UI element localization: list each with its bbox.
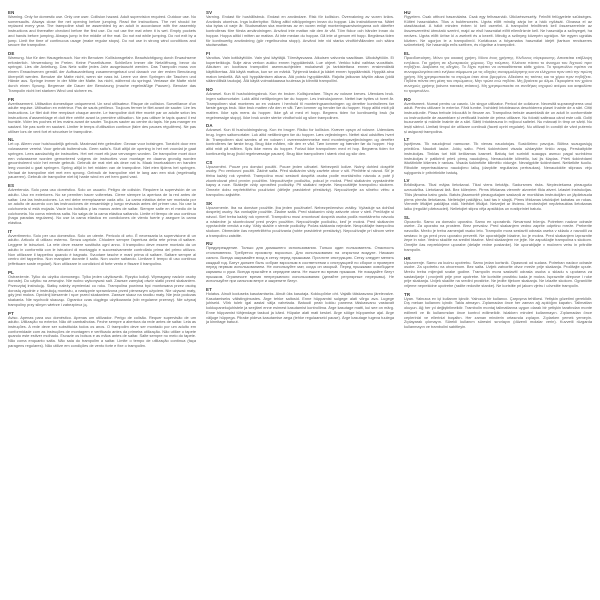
- language-code: IT: [8, 228, 13, 234]
- language-code: NO: [206, 87, 213, 93]
- warning-text: Upozornění. Pouze pro domácí použití. Pouze jeden uživatel. Nebezpečí kolize. Nutný dohled dospělé osoby. Pro venkovní použití. Žádné salta. Před skákáním vždy zavřete otvor v síti. Přečtěte si návod. Síť je třeba každý rok vyměnit. Trampolínu musí sestavit dospělá osoba podle montážního návodu a poté ji zkontrolovat před prvním použitím. Nepoužívejte podložku, pokud je mokrá. Před skákáním vyprázdněte kapsy a ruce. Skákejte vždy uprostřed podložky. Při skákání nejezte. Neopouštějte trampolínu skokem. Omezte dobu nepřetržitého používání (dělejte pravidelné přestávky). Nepoužívejte za silného větru a trampolínu zajistěte.: [206, 163, 394, 197]
- language-section: [206, 160, 394, 198]
- warning-text: Varoitus. Vain kotikäyttöön. Vain yksi käyttäjä. Törmäysvaara. Aikuisen valvonta vaaditaan. Ulkokäyttöön. Ei kuperkeikkoja. Sulje aina verkon aukko ennen hyppäämistä. Lue ohjeet. Verkko tulisi vaihtaa vuosittain. Aikuisen on koottava trampoliini asennusohjeiden mukaisesti ja tarkistettava ennen ensimmäistä käyttökertaa. Älä käytä mattoa, kun se on märkä. Tyhjennä taskut ja kädet ennen hyppäämistä. Hyppää aina maton keskellä. Älä syö hyppäämisen aikana. Älä poistu hyppäämällä. Rajoita jatkuvan käytön aikaa (pidä säännöllisiä taukoja). Älä käytä voimakkaassa tuulessa ja kiinnitä trampoliini.: [206, 54, 394, 84]
- warning-text: Предупреждение. Только для домашнего использования. Только один пользователь. Опасность столкновения. Требуется присмотр взрослых. Для использования на открытом воздухе. Никаких сальто. Всегда закрывайте вход в сетку перед прыжками. Прочтите инструкцию. Сетку следует менять каждый год. Батут должен быть собран взрослым в соответствии с инструкцией по сборке и проверен перед первым использованием. Не используйте мат, когда он мокрый. Перед прыжками освободите карманы и руки. Всегда прыгайте в середине мата. Не ешьте во время прыжков. Не покидайте батут прыжком. Ограничьте время непрерывного использования (делайте регулярные перерывы). Не используйте при сильном ветре и закрепите батут.: [206, 245, 394, 284]
- language-section: [404, 51, 592, 94]
- language-code: EN: [8, 10, 15, 15]
- language-section: [206, 10, 394, 48]
- language-section: [8, 183, 196, 226]
- language-section: [404, 178, 592, 211]
- language-section: [8, 270, 196, 308]
- language-code: NL: [8, 137, 15, 143]
- language-section: [404, 256, 592, 289]
- language-code: SL: [404, 214, 411, 220]
- columns-container: [8, 10, 592, 594]
- language-section: [404, 215, 592, 253]
- warning-text: Aviso. Apenas para uso doméstico. Apenas um utilizador. Perigo de colisão. Requer supervisão de um adulto. Utilização no exterior. Não dê cambalhotas. Feche sempre a abertura da rede antes de saltar. Leia as instruções. A rede deve ser substituída todos os anos. O trampolim deve ser montado por um adulto em conformidade com as instruções de montagem e verificado antes da primeira utilização. Não utilize o tapete quando este estiver molhado. Esvazie os bolsos e as mãos antes de saltar. Salte sempre no meio do tapete. Não coma enquanto salta. Não saia do trampolim a saltar. Limite o tempo de utilização contínua (faça paragens regulares). Não utilize em condições de vento forte e fixe o trampolim.: [8, 314, 196, 348]
- text-column: [206, 10, 394, 594]
- language-code: EL: [404, 50, 411, 56]
- language-section: [206, 51, 394, 84]
- language-section: [206, 201, 394, 239]
- warning-text: Advarsel. Kun til husholdningsbrug. Kun én bruger. Risiko for kollision. Kræver opsyn af voksne. Udendørs brug. Ingen saltomortaler. Luk altid netåbningen før du hopper. Læs vejledningen. Nettet skal udskiftes hvert år. Trampolinen skal samles af en voksen i overensstemmelse med monteringsvejledningen og derefter kontrolleres før første brug. Brug ikke måtten, når den er våd. Tøm lommer og hænder før du hopper. Hop altid midt på måtten. Spis ikke mens du hopper. Forlad ikke trampolinen med et hop. Begræns tiden for kontinuerlig brug (hold regelmæssige pauser). Brug ikke trampolinen i stærk vind og sikr den.: [206, 127, 394, 156]
- language-section: [8, 51, 196, 94]
- language-section: [206, 287, 394, 325]
- warning-text: Avvertimento. Solo per uso domestico. Solo un utente. Pericolo di urto. È necessaria la supervisione di un adulto. Articolo di utilizzo esterno. Senza capriole. Chiudere sempre l'apertura della rete prima di saltare. Leggere le istruzioni. La rete deve essere sostituita ogni anno. Il trampolino deve essere montato da un adulto in conformità con le istruzioni di montaggio e successivamente controllato prima del primo utilizzo. Non utilizzare il tappetino quando è bagnato. Svuotare tasche e mani prima di saltare. Saltare sempre al centro del tappetino. Non mangiare durante il salto. Non uscire saltando. Limitare il tempo di uso continuo (effettuare soste regolari). Non utilizzare in condizioni di forte vento e fissare il trampolino.: [8, 232, 196, 266]
- language-code: ET: [206, 287, 213, 293]
- language-code: CS: [206, 159, 213, 165]
- language-code: ES: [8, 183, 15, 189]
- text-column: [8, 10, 196, 594]
- warning-text: Avertisment. Numai pentru uz casnic. Un singur utilizator. Pericol de coliziune. Necesită supravegherea unui adult. Pentru utilizare în exterior. Fără tumbe. Închideți întotdeauna deschiderea plasei înainte de a sări. Citiți instrucțiunile. Plasa trebuie înlocuită în fiecare an. Trampolina trebuie asamblată de un adult în conformitate cu instrucțiunile de asamblare și verificată înainte de prima utilizare. Nu folosiți salteaua când este udă. Goliți buzunarele și mâinile înainte de a sări. Săriți întotdeauna în mijlocul saltelei. Nu mâncați în timp ce săriți. Nu ieșiți sărind. Limitați timpul de utilizare continuă (faceți opriri regulate). Nu utilizați în condiții de vânt puternic și asigurați trampolina.: [404, 100, 592, 134]
- warning-text: Advarsel. Kun til husholdningsbruk. Kun én bruker. Kollisjonsfare. Tilsyn av voksne kreves. Utendørs bruk. Ingen saltomortaler. Lukk alltid nettåpningen før du hopper. Les instruksjonene. Nettet bør byttes ut hvert år. Trampolinen skal monteres av en voksen i henhold til monteringsanvisningen og deretter kontrolleres før første gangs bruk. Ikke bruk matten når den er våt. Tøm lommer og hender før du hopper. Hopp alltid midt på matten. Ikke spis mens du hopper. Ikke gå ut med et hopp. Begrens tiden for kontinuerlig bruk (ta regelmessige stopp). Ikke bruk under sterke vindforhold og sikre trampolinen.: [206, 91, 394, 120]
- language-section: [206, 241, 394, 284]
- language-code: TR: [404, 291, 411, 297]
- language-code: FI: [206, 50, 211, 56]
- language-section: [8, 10, 196, 48]
- warning-text: Let op. Alleen voor huishoudelijk gebruik. Maximaal één gebruiker. Gevaar voor botsingen. Toezicht door een volwassene vereist. Voor gebruik buitenshuis. Geen salto's. Sluit altijd de opening in het net voordat je gaat springen. Lees aandachtig de instructies. Het net moet elk jaar vervangen worden. De trampoline moet door een volwassene worden gemonteerd volgens de instructies voor montage en daarna grondig worden gecontroleerd vóór het eerste gebruik. Gebruik de mat niet als deze nat is. Maak broekzakken en handen leeg voordat u gaat springen. Spring altijd in het midden van de trampoline. Niet eten tijdens het springen. Verlaat de trampoline niet met een sprong. Gebruik de trampoline niet te lang aan een stuk (regelmatig pauzeren). Gebruik de trampoline niet bij harde wind en zet hem goed vast.: [8, 141, 196, 180]
- language-section: [404, 10, 592, 48]
- text-column: [404, 10, 592, 594]
- warning-text: Warnung. Nur für den Hausgebrauch. Nur ein Benutzer. Kollisionsgefahr. Beaufsichtigung durch Erwachsene erforderlich. Verwendung im Freien. Keine Purzelbäume. Schließen Immer die Netzöffnung, bevor du springst. Lies die Anleitung. Das Netz sollte jedes Jahr ausgetauscht werden. Das Trampolin muss von einem Erwachsenen gemäß der Aufbauanleitung zusammengebaut und danach vor der ersten Benutzung überprüft werden. Benutze die Matte nicht, wenn sie nass ist. Leere vor dem Springen die Taschen und Hände aus. Springe immer in der Mitte der Matte. Iss nicht, während du springst. Verlasse die Matte nicht durch einen Sprung. Begrenze die Dauer der Benutzung (mache regelmäßige Pausen). Benutze das Trampolin nicht bei starkem Wind und sichere es.: [8, 54, 196, 93]
- language-code: DA: [206, 123, 213, 129]
- warning-text: Προειδοποίηση. Μόνο για οικιακή χρήση. Μόνο ένας χρήστης. Κίνδυνος σύγκρουσης. Απαιτείται επίβλεψη ενηλίκου. Για χρήση σε εξωτερικούς χώρους. Όχι τούμπες. Κλείνετε πάντα το άνοιγμα του διχτυού πριν πηδήξετε. Διαβάστε τις οδηγίες. Το δίχτυ πρέπει να αντικαθίσταται κάθε χρόνο. Το τραμπολίνο πρέπει να συναρμολογείται από ενήλικα σύμφωνα με τις οδηγίες συναρμολόγησης και να ελέγχεται πριν από την πρώτη χρήση. Μη χρησιμοποιείτε το στρώμα όταν είναι βρεγμένο. Αδειάστε τις τσέπες και τα χέρια πριν πηδήξετε. Πηδάτε πάντα στη μέση του στρώματος. Μην τρώτε ενώ πηδάτε. Μη βγαίνετε με άλμα. Περιορίστε τον χρόνο συνεχούς χρήσης (κάνετε τακτικές στάσεις). Μη χρησιμοποιείτε σε συνθήκες ισχυρού ανέμου και ασφαλίστε το τραμπολίνο.: [404, 54, 592, 93]
- language-section: [8, 137, 196, 180]
- language-section: [206, 123, 394, 156]
- warning-text: Advertencia. Solo para uso doméstico. Solo un usuario. Peligro de colisión. Requiere la supervisión de un adulto. Uso en exteriores. No se permiten hacer volteretas. Cierre siempre la apertura de la red antes de saltar. Lea las instrucciones. La red debe reemplazarse cada año. La cama elástica debe ser montada por un adulto de acuerdo con las instrucciones de ensamblaje y luego revisada antes del primer uso. No use la colchoneta si está mojada. Vacíe los bolsillos y las manos antes de saltar. Siempre salte en el medio de la colchoneta. No coma mientras salta. No salga de la cama elástica saltando. Limite el tiempo de uso continuo (haga paradas regulares). No use la cama elástica en condiciones de viento fuerte y asegure la cama elástica.: [8, 187, 196, 226]
- warning-text: Upozorenje. Samo za kućnu upotrebu. Samo jedan korisnik. Opasnost od sudara. Potreban nadzor odrasle osobe. Za upotrebu na otvorenom. Bez salta. Uvijek zatvorite otvor mreže prije skakanja. Pročitajte upute. Mrežu treba mijenjati svake godine. Trampolin mora sastaviti odrasla osoba u skladu s uputama za sastavljanje i provjeriti prije prve upotrebe. Ne koristite prostirku kada je mokra. Ispraznite džepove i ruke prije skakanja. Uvijek skačite na sredini prostirke. Ne jedite tijekom skakanja. Ne izlazite skokom. Ograničite vrijeme neprekidne upotrebe (radite redovite stanke). Ne koristite pri jakom vjetru i učvrstite trampolin.: [404, 259, 592, 289]
- language-code: SK: [206, 200, 213, 206]
- language-section: [206, 87, 394, 120]
- warning-text: Warning. Only for domestic use. Only one user. Collision hazard. Adult supervision required. Outdoor use. No somersaults. Always close the net opening before jumping. Read the instructions. The net should be replaced every year. The trampoline shall be assembled by an adult in accordance with the assembly instructions and thereafter checked before the first use. Do not use the mat when it is wet. Empty pockets and hands before jumping. Always jump in the middle of the mat. Do not eat while jumping. Do not exit by a jump. Limit the time of continuous usage (make regular stops). Do not use in strong wind conditions and secure the trampoline.: [8, 14, 196, 48]
- warning-text: Upozornenie. Iba na domáce použitie. Iba jeden používateľ. Nebezpečenstvo zrážky. Vyžaduje sa dohľad dospelej osoby. Na vonkajšie použitie. Žiadne saltá. Pred skákaním vždy zatvorte otvor v sieti. Prečítajte si návod. Sieť treba každý rok vymeniť. Trampolínu musí zmontovať dospelá osoba podľa montážneho návodu a následne ju skontrolovať pred prvým použitím. Nepoužívajte podložku, keď je mokrá. Pred skákaním vyprázdnite vrecká a ruky. Vždy skáčte v strede podložky. Počas skákania nejedzte. Neopúšťajte trampolínu skokom. Obmedzte čas nepretržitého používania (robte pravidelné prestávky). Nepoužívajte pri silnom vetre a trampolínu zaistite.: [206, 204, 394, 238]
- warning-text: Hoiatus. Ainult koduseks kasutamiseks. Ainult üks kasutaja. Kokkupõrke oht. Vajalik täiskasvanu järelevalve. Kasutamiseks välistingimustes. Ärge tehke saltosid. Enne hüppamist sulgege alati võrgu ava. Lugege juhiseid. Võrk tuleb igal aastal välja vahetada. Batuudi peab kokku panema täiskasvanu vastavalt kokkupanekujuhistele ja seejärel enne esimest kasutamist kontrollima. Ärge kasutage matti, kui see on märg. Enne hüppamist tühjendage taskud ja käed. Hüpake alati mati keskel. Ärge sööge hüppamise ajal. Ärge väljuge hüppega. Piirake pideva kasutamise aega (tehke regulaarseid pause). Ärge kasutage tugeva tuulega ja kinnitage batuut.: [206, 291, 394, 325]
- warning-text: Brīdinājums. Tikai mājas lietošanai. Tikai viens lietotājs. Sadursmes risks. Nepieciešama pieaugušo uzraudzība. Lietošanai ārā. Bez kūleņiem. Pirms lēkšanas vienmēr aizveriet tīkla atveri. Izlasiet instrukcijas. Tīkls jāmaina katru gadu. Batuts jāsamontē pieaugušajam saskaņā ar montāžas instrukcijām un jāpārbauda pirms pirmās lietošanas. Nelietojiet paklājiņu, kad tas ir slapjš. Pirms lēkšanas iztukšojiet kabatas un rokas. Vienmēr lēkājiet paklājiņa vidū. Neēdiet lēkājot. Neizejiet ar lēcienu. Ierobežojiet nepārtrauktas lietošanas laiku (regulāri pārtrauciet). Nelietojiet stipra vēja apstākļos un nostipriniet batutu.: [404, 182, 592, 211]
- language-code: DE: [8, 50, 15, 56]
- language-code: RO: [404, 96, 411, 102]
- warning-text: Varning. Endast för hushållsbruk. Endast en användare. Risk för kollision. Övervakning av vuxen krävs. Används utomhus. Inga kullerbyttor. Stäng alltid nätöppningen innan du hoppar. Läs instruktionerna. Nätet ska bytas ut varje år. Studsmattan ska monteras av en vuxen enligt monteringsanvisningarna och därefter kontrolleras före första användningen. Använd inte mattan när den är våt. Töm fickor och händer innan du hoppar. Hoppa alltid i mitten av mattan. Ät inte medan du hoppar. Gå inte ut genom ett hopp. Begränsa tiden för kontinuerlig användning (gör regelbundna stopp). Använd inte vid starka vindförhållanden och säkra studsmattan.: [206, 14, 394, 48]
- language-code: HR: [404, 255, 411, 261]
- warning-text: Įspėjimas. Tik naudojimui namuose. Tik vienas naudotojas. Susidūrimo pavojus. Būtina suaugusiųjų priežiūra. Naudoti lauke. Jokių salto. Prieš šokinėdami visada uždarykite tinklo angą. Perskaitykite instrukcijas. Tinklas turi būti keičiamas kasmet. Batutą turi surinkti suaugęs asmuo pagal surinkimo instrukcijas ir patikrinti prieš pirmą naudojimą. Nenaudokite kilimėlio, kai jis šlapias. Prieš šokinėdami ištuštinkite kišenes ir rankas. Visada šokinėkite kilimėlio viduryje. Nevalgykite šokinėdami. Neišeikite šuoliu. Ribokite nepertraukiamo naudojimo laiką (darykite reguliarias pertraukas). Nenaudokite stipraus vėjo sąlygomis ir pritvirtinkite batutą.: [404, 141, 592, 175]
- language-code: HU: [404, 10, 411, 15]
- warning-text: Avertissement. Utilisation domestique uniquement. Un seul utilisateur. Risque de collision. Surveillance d'un adulte requise. Utilisation en extérieur. Pas de sauts périlleux. Toujours fermer le filet avant de sauter. Lire les instructions. Le filet doit être remplacé chaque année. Le trampoline doit être monté par un adulte selon les instructions d'assemblage et doit être vérifié avant la première utilisation. Ne pas utiliser le tapis quand il est humide. Vider les poches et les mains avant de sauter. Toujours sauter au centre du tapis. Ne pas manger en sautant. Ne pas sortir en sautant. Limiter le temps d'utilisation continue (faire des pauses régulières). Ne pas utiliser lors de vent fort et sécuriser le trampoline.: [8, 100, 196, 134]
- language-code: SV: [206, 10, 213, 15]
- language-section: [404, 137, 592, 175]
- language-code: RU: [206, 241, 213, 247]
- language-section: [404, 97, 592, 135]
- language-section: [8, 229, 196, 267]
- warning-text: Opozorilo. Samo za domačo uporabo. Samo en uporabnik. Nevarnost trčenja. Potreben nadzor odrasle osebe. Za uporabo na prostem. Brez prevalov. Pred skakanjem vedno zaprite odprtino mreže. Preberite navodila. Mrežo je treba zamenjati vsako leto. Trampolin mora sestaviti odrasla oseba v skladu z navodili za sestavo in ga pred prvo uporabo preveriti. Ne uporabljajte blazine, ko je mokra. Pred skakanjem izpraznite žepe in roke. Vedno skačite na sredini blazine. Med skakanjem ne jejte. Ne zapuščajte trampolina s skokom. Omejite čas neprekinjene uporabe (delajte redne postanke). Ne uporabljajte v močnem vetru in pritrdite trampolin.: [404, 218, 592, 252]
- language-section: [404, 292, 592, 330]
- language-code: LV: [404, 178, 410, 184]
- warning-text: Uyarı. Yalnızca ev içi kullanım içindir. Yalnızca bir kullanıcı. Çarpışma tehlikesi. Yetişkin gözetimi gereklidir. Dış mekan kullanımı içindir. Takla atmayın. Zıplamadan önce her zaman ağ açıklığını kapatın. Talimatları okuyun. Ağ her yıl değiştirilmelidir. Trambolin montaj talimatlarına uygun olarak bir yetişkin tarafından monte edilmeli ve ilk kullanımdan önce kontrol edilmelidir. Islakken minderi kullanmayın. Zıplamadan önce ceplerinizi ve ellerinizi boşaltın. Her zaman minderin ortasında zıplayın. Zıplarken yemek yemeyin. Zıplayarak çıkmayın. Sürekli kullanım süresini sınırlayın (düzenli molalar verin). Kuvvetli rüzgarda kullanmayın ve trambolini sabitleyin.: [404, 295, 592, 329]
- language-code: FR: [8, 96, 15, 102]
- language-section: [8, 97, 196, 135]
- language-section: [8, 311, 196, 349]
- warning-text: Figyelem. Csak otthoni használatra. Csak egy felhasználó. Ütközésveszély. Felnőtt felügyelete szükséges. Kültéri használatra. Tilos a bukfencezés. Ugrás előtt mindig zárja be a háló nyílását. Olvassa el az utasításokat. A hálót minden évben ki kell cserélni. A trampolint felnőttnek kell összeszerelnie az összeszerelési útmutató szerint, majd az első használat előtt ellenőriznie kell. Ne használja a szőnyeget, ha nedves. Ugrás előtt ürítse ki a zsebeit és a kezeit. Mindig a szőnyeg közepén ugráljon. Ne egyen ugrálás közben. Ne ugorjon le a trampolinról. Korlátozza a folyamatos használat idejét (tartson rendszeres szüneteket). Ne használja erős szélben, és rögzítse a trampolint.: [404, 14, 592, 48]
- warning-text: Ostrzeżenie. Tylko do użytku domowego. Tylko jeden użytkownik. Ryzyko kolizji. Wymagany nadzór osoby dorosłej. Do użytku na zewnątrz. Nie wolno wykonywać salt. Zawsze zamykaj otwór siatki przed skakaniem. Przeczytaj instrukcję. Siatkę należy wymieniać co roku. Trampolina powinna być montowana przez osobę dorosłą zgodnie z instrukcją montażu, a następnie sprawdzona przed pierwszym użyciem. Nie używać maty, gdy jest mokra. Opróżnij kieszenie i ręce przed skakaniem. Zawsze skacz na środku maty. Nie jedz podczas skakania. Nie wychodź skacząc. Ogranicz czas ciągłego użytkowania (rób regularne przerwy). Nie używaj trampoliny przy silnym wietrze i zabezpiecz ją.: [8, 273, 196, 307]
- language-code: PT: [8, 310, 15, 316]
- language-code: LT: [404, 137, 410, 143]
- language-code: PL: [8, 269, 15, 275]
